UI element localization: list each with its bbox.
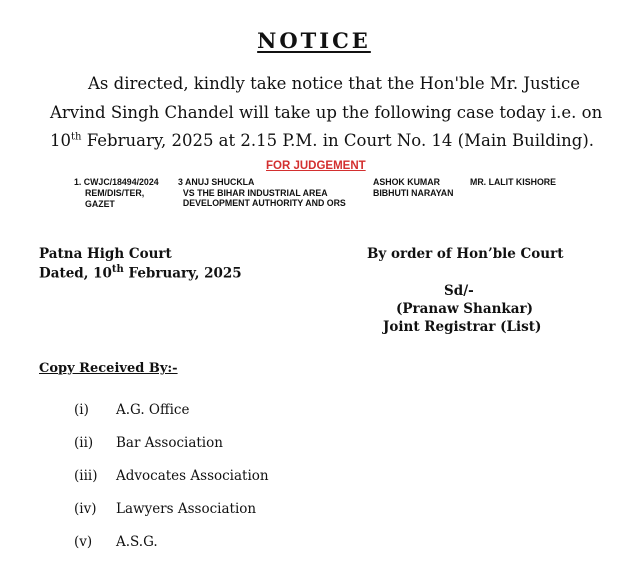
dated-line: Dated, 10th February, 2025 <box>39 264 242 282</box>
copy-received-heading: Copy Received By:- <box>39 361 178 376</box>
copy-item-text: Bar Association <box>116 435 223 451</box>
signatory-name: (Pranaw Shankar) <box>396 301 534 317</box>
notice-title: NOTICE <box>257 28 371 53</box>
copy-item-text: Advocates Association <box>116 468 269 484</box>
copy-item-text: A.G. Office <box>116 402 190 418</box>
court-name: Patna High Court <box>39 246 172 262</box>
copy-item-number: (i) <box>74 402 89 418</box>
signature-sd: Sd/- <box>444 283 474 299</box>
notice-body-line-2: Arvind Singh Chandel will take up the following case today i.e. on <box>50 103 603 122</box>
notice-body-line-3: 10th February, 2025 at 2.15 P.M. in Court No. 14 (Main Building). <box>50 131 595 150</box>
case-number: 1. CWJC/18494/2024 <box>74 177 159 187</box>
notice-body-line-1: As directed, kindly take notice that the Hon'ble Mr. Justice <box>88 74 580 93</box>
copy-item-number: (v) <box>74 534 93 550</box>
case-detail: REM/DIS/TER, GAZET <box>85 188 145 209</box>
by-order-line: By order of Hon’ble Court <box>367 246 564 262</box>
versus-label: VS <box>182 187 195 198</box>
signatory-designation: Joint Registrar (List) <box>383 319 542 335</box>
case-advocates-petitioner: ASHOK KUMAR BIBHUTI NARAYAN <box>373 177 454 198</box>
copy-item-number: (ii) <box>74 435 94 451</box>
copy-item-number: (iii) <box>74 468 98 484</box>
section-heading-for-judgement: FOR JUDGEMENT <box>266 160 366 172</box>
copy-item-text: A.S.G. <box>116 534 158 550</box>
case-parties: 3 ANUJ SHUCKLA VS THE BIHAR INDUSTRIAL AREA DEVELOPMENT AUTHORITY AND ORS <box>178 177 346 208</box>
copy-item-number: (iv) <box>74 501 97 517</box>
case-advocate-respondent: MR. LALIT KISHORE <box>470 177 557 187</box>
copy-item-text: Lawyers Association <box>116 501 257 517</box>
